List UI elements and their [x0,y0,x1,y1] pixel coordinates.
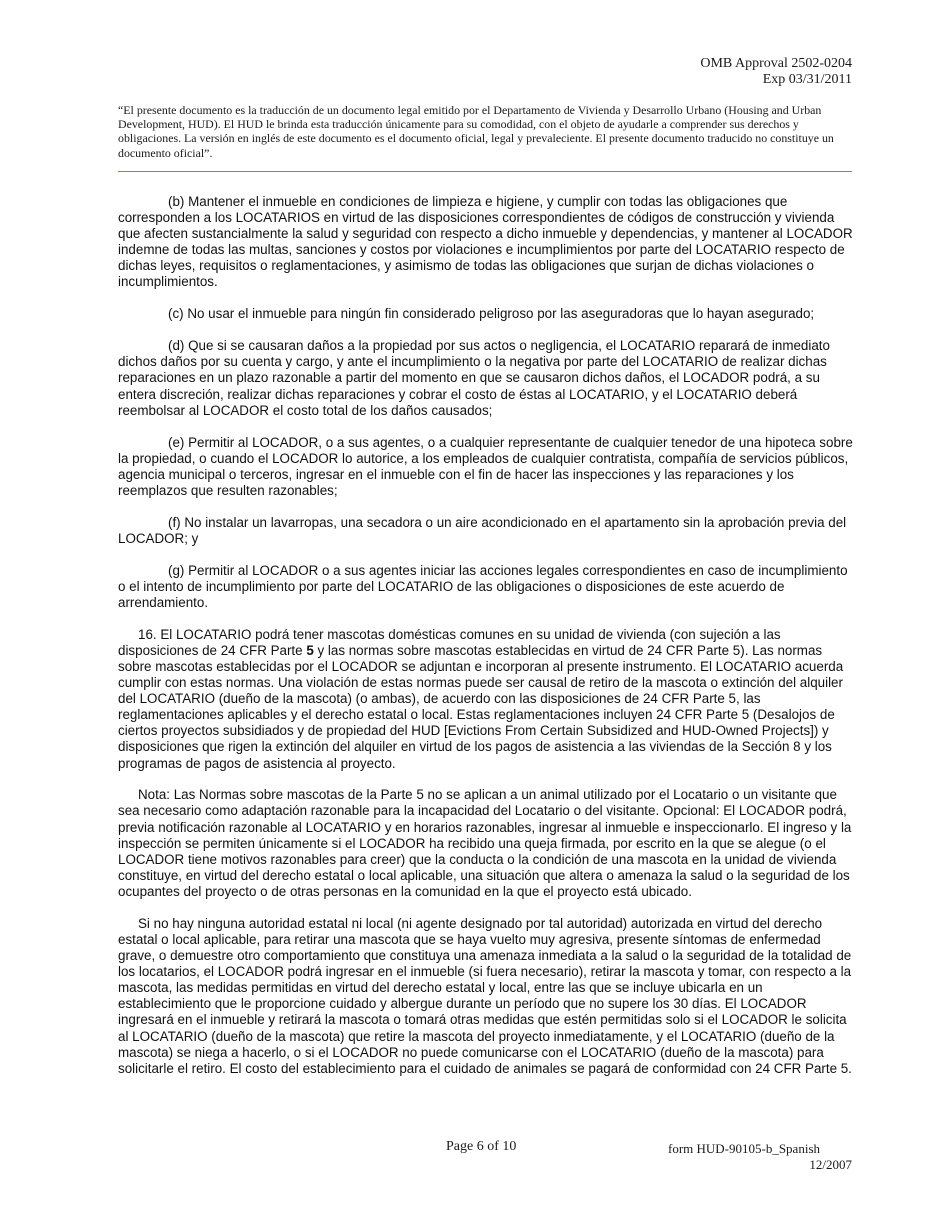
clause-e: (e) Permitir al LOCADOR, o a sus agentes, o a cualquier representante de cualquier tenedor de una hipoteca sobre la propiedad, o cuando el LOCADOR lo autorice, a los empleados de cualquier contratista, compañía de servicios públicos, agencia municipal o terceros, ingresar en el inmueble con el fin de hacer las inspecciones y las reparaciones y los reemplazos que resulten razonables; [118,434,853,498]
omb-approval-block [700,56,852,88]
omb-expiration-date: Exp 03/31/2011 [762,72,852,87]
section-16-pets [118,627,855,772]
clause-d: (d) Que si se causaran daños a la propiedad por sus actos o negligencia, el LOCATARIO reparará de inmediato dichos daños por su cuenta y cargo, y ante el incumplimiento o la negativa por parte del LOCATARIO de realizar dichas reparaciones en un plazo razonable a partir del momento en que se causaron dichos daños, el LOCADOR podrá, a su entera discreción, realizar dichas reparaciones y cobrar el costo de éstas al LOCATARIO, y el LOCATARIO deberá reembolsar al LOCADOR el costo total de los daños causados; [118,338,830,418]
section-16-bold-part: 5 [306,642,314,658]
clause-c: (c) No usar el inmueble para ningún fin considerado peligroso por las aseguradoras que lo hayan asegurado; [168,306,815,322]
form-date: 12/2007 [809,1157,852,1172]
form-identifier [668,1141,852,1173]
translation-disclaimer: “El presente documento es la traducción de un documento legal emitido por el Departamento de Vivienda y Desarrollo Urbano (Housing and Urban Development, HUD). El HUD le brinda esta traducción únicamente para su comodidad, con el objeto de ayudarle a comprender sus derechos y obligaciones. La versión en inglés de este documento es el documento oficial, legal y prevaleciente. El presente documento traducido no constituye un documento oficial”. [118,103,834,160]
clause-g: (g) Permitir al LOCADOR o a sus agentes iniciar las acciones legales correspondientes en caso de incumplimiento o el intento de incumplimiento por parte del LOCATARIO de las obligaciones o disposiciones de este acuerdo de arrendamiento. [118,562,848,610]
omb-approval-number: OMB Approval 2502-0204 [700,56,852,71]
form-number: form HUD-90105-b_Spanish [667,1141,820,1156]
clause-b: (b) Mantener el inmueble en condiciones de limpieza e higiene, y cumplir con todas las obligaciones que corresponden a los LOCATARIOS en virtud de las disposiciones correspondientes de códigos de construcción y vivienda que afecten sustancialmente la salud y seguridad con respecto a dicho inmueble y dependencias, y mantener al LOCADOR indemne de todas las multas, sanciones y costos por violaciones e incumplimientos por parte del LOCATARIO respecto de dichas leyes, requisitos o reglamentaciones, y asimismo de todas las obligaciones que surjan de dichas violaciones o incumplimientos. [118,194,853,290]
pet-removal-paragraph: Si no hay ninguna autoridad estatal ni local (ni agente designado por tal autoridad) autorizada en virtud del derecho estatal o local aplicable, para retirar una mascota que se haya vuelto muy agresiva, presente síntomas de enfermedad grave, o demuestre otro comportamiento que constituya una amenaza inmediata a la salud o la seguridad de la totalidad de los locatarios, el LOCADOR podrá ingresar en el inmueble (si fuera necesario), retirar la mascota y tomar, con respecto a la mascota, las medidas permitidas en virtud del derecho estatal y local, entre las que se incluye ubicarla en un establecimiento que le proporcione cuidado y albergue durante un período que no supere los 30 días. El LOCADOR ingresará en el inmueble y retirará la mascota o tomará otras medidas que estén permitidas solo si el LOCADOR le solicita al LOCATARIO (dueño de la mascota) que retire la mascota del proyecto inmediatamente, y el LOCATARIO (dueño de la mascota) se niega a hacerlo, o si el LOCADOR no puede comunicarse con el LOCATARIO (dueño de la mascota) para solicitarle el retiro. El costo del establecimiento para el cuidado de animales se pagará de conformidad con 24 CFR Parte 5. [118,915,852,1076]
clause-f: (f) No instalar un lavarropas, una secadora o un aire acondicionado en el apartamento sin la aprobación previa del LOCADOR; y [118,514,847,546]
document-body [118,194,855,1093]
section-16-text-end: y las normas sobre mascotas establecidas en virtud de 24 CFR Parte 5). Las normas sobre mascotas establecidas por el LOCADOR se adjuntan e incorporan al presente instrumento. El LOCATARIO acuerda cumplir con estas normas. Una violación de estas normas puede ser causal de retiro de la mascota o extinción del alquiler del LOCATARIO (dueño de la mascota) (o ambas), de acuerdo con las disposiciones de 24 CFR Parte 5, las reglamentaciones aplicables y el derecho estatal o local. Estas reglamentaciones incluyen 24 CFR Parte 5 (Desalojos de ciertos proyectos subsidiados y de propiedad del HUD [Evictions From Certain Subsidized and HUD-Owned Projects]) y disposiciones que rigen la extinción del alquiler en virtud de los pagos de asistencia a las viviendas de la Sección 8 y los programas de pagos de asistencia al proyecto. [118,642,844,771]
header-divider [118,171,852,172]
page-number: Page 6 of 10 [446,1139,517,1154]
pet-rules-note: Nota: Las Normas sobre mascotas de la Parte 5 no se aplican a un animal utilizado por el Locatario o un visitante que sea necesario como adaptación razonable para la incapacidad del Locatario o del visitante. Opcional: El LOCADOR podrá, previa notificación razonable al LOCATARIO y en horarios razonables, ingresar al inmueble e inspeccionarlo. El ingreso y la inspección se permiten únicamente si el LOCADOR ha recibido una queja firmada, por escrito en la que se alegue (o el LOCADOR tiene motivos razonables para creer) que la conducta o la condición de una mascota en la unidad de vivienda constituye, en virtud del derecho estatal o local aplicable, una situación que altera o amenaza la salud o la seguridad de los ocupantes del proyecto o de otras personas en la comunidad en la que el proyecto está ubicado. [118,787,852,899]
section-16-text-start: 16. El LOCATARIO podrá tener mascotas domésticas comunes en su unidad de vivienda (con sujeción a las disposiciones de 24 CFR Parte [118,626,781,658]
